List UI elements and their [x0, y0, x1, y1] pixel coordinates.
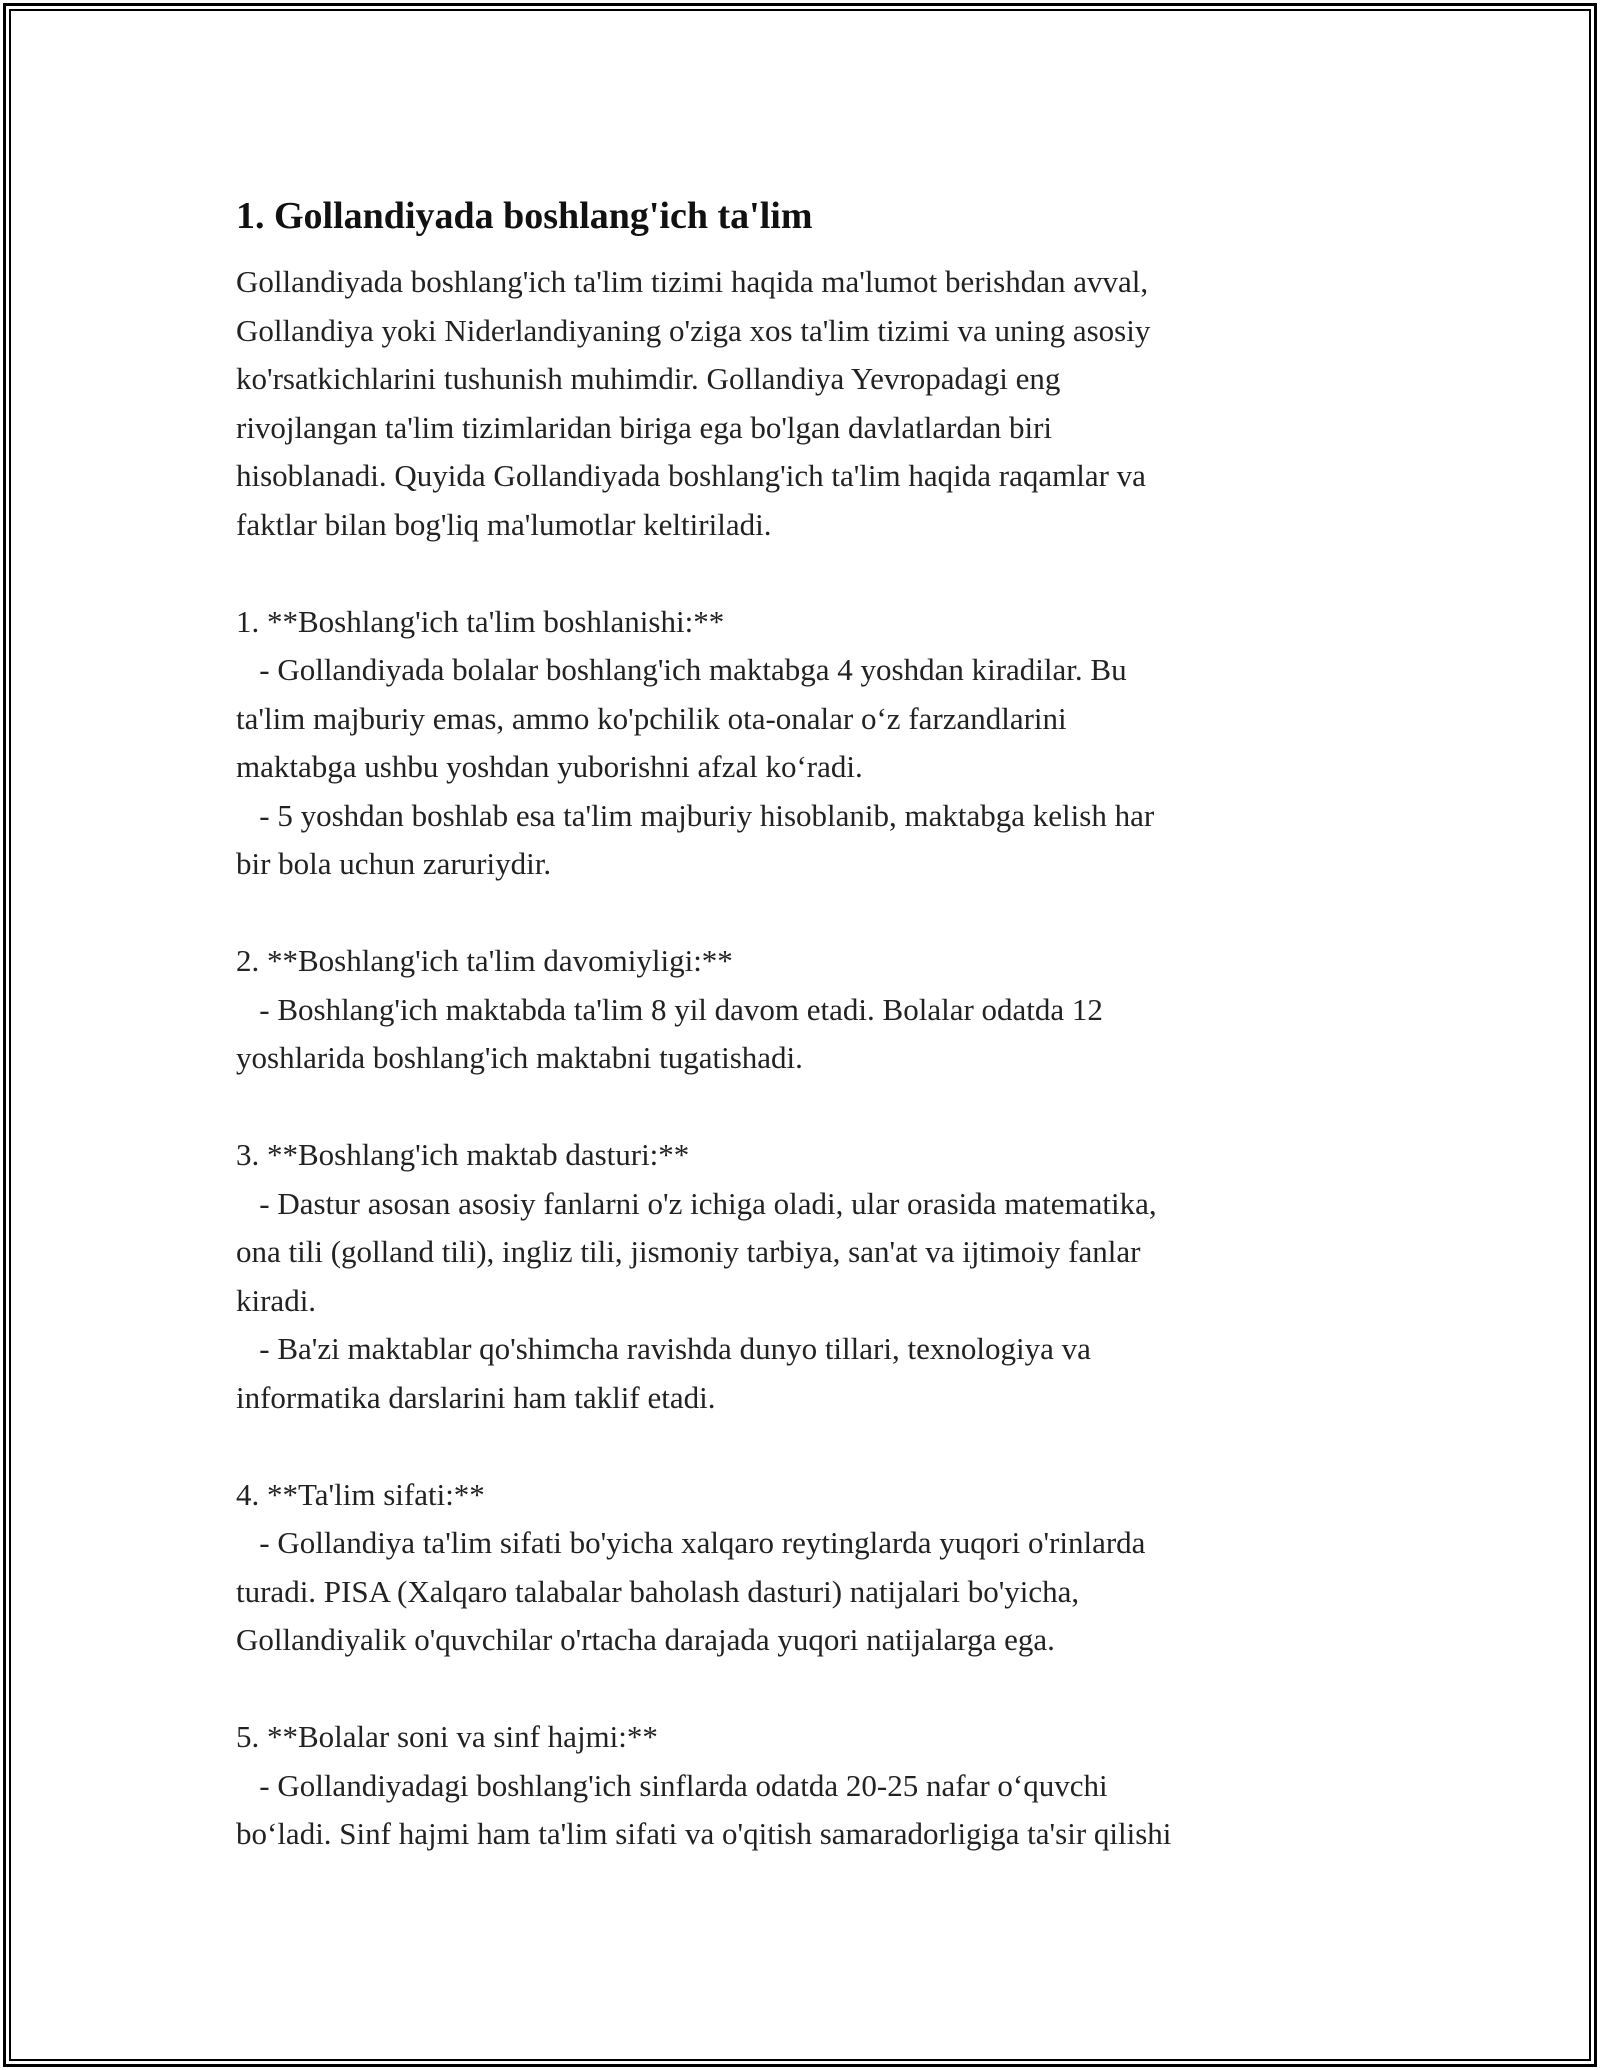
document-title: 1. Gollandiyada boshlang'ich ta'lim [236, 195, 813, 237]
document-body: Gollandiyada boshlang'ich ta'lim tizimi haqida ma'lumot berishdan avval, Gollandiya yoki Niderlandiyaning o'ziga xos ta'lim tizimi va uning asosiy ko'rsatkichlarini tushunish muhimdir. Gollandiya Yevropadagi eng rivojlangan ta'lim tizimlaridan biriga ega bo'lgan davlatlardan biri hisoblanadi. Quyida Gollandiyada boshlang'ich ta'lim haqida raqamlar va faktlar bilan bog'liq ma'lumotlar keltiriladi. 1. **Boshlang'ich ta'lim boshlanishi:** - Gollandiyada bolalar boshlang'ich maktabga 4 yoshdan kiradilar. Bu ta'lim majburiy emas, ammo ko'pchilik ota-onalar o‘z farzandlarini maktabga ushbu yoshdan yuborishni afzal ko‘radi. - 5 yoshdan boshlab esa ta'lim majburiy hisoblanib, maktabga kelish har bir bola uchun zaruriydir. 2. **Boshlang'ich ta'lim davomiyligi:** - Boshlang'ich maktabda ta'lim 8 yil davom etadi. Bolalar odatda 12 yoshlarida boshlang'ich maktabni tugatishadi. 3. **Boshlang'ich maktab dasturi:** - Dastur asosan asosiy fanlarni o'z ichiga oladi, ular orasida matematika, ona tili (golland tili), ingliz tili, jismoniy tarbiya, san'at va ijtimoiy fanlar kiradi. - Ba'zi maktablar qo'shimcha ravishda dunyo tillari, texnologiya va informatika darslarini ham taklif etadi. 4. **Ta'lim sifati:** - Gollandiya ta'lim sifati bo'yicha xalqaro reytinglarda yuqori o'rinlarda turadi. PISA (Xalqaro talabalar baholash dasturi) natijalari bo'yicha, Gollandiyalik o'quvchilar o'rtacha darajada yuqori natijalarga ega. 5. **Bolalar soni va sinf hajmi:** - Gollandiyadagi boshlang'ich sinflarda odatda 20-25 nafar o‘quvchi bo‘ladi. Sinf hajmi ham ta'lim sifati va o'qitish samaradorligiga ta'sir qilishi [236, 264, 1172, 1851]
document-content [236, 186, 1356, 1859]
